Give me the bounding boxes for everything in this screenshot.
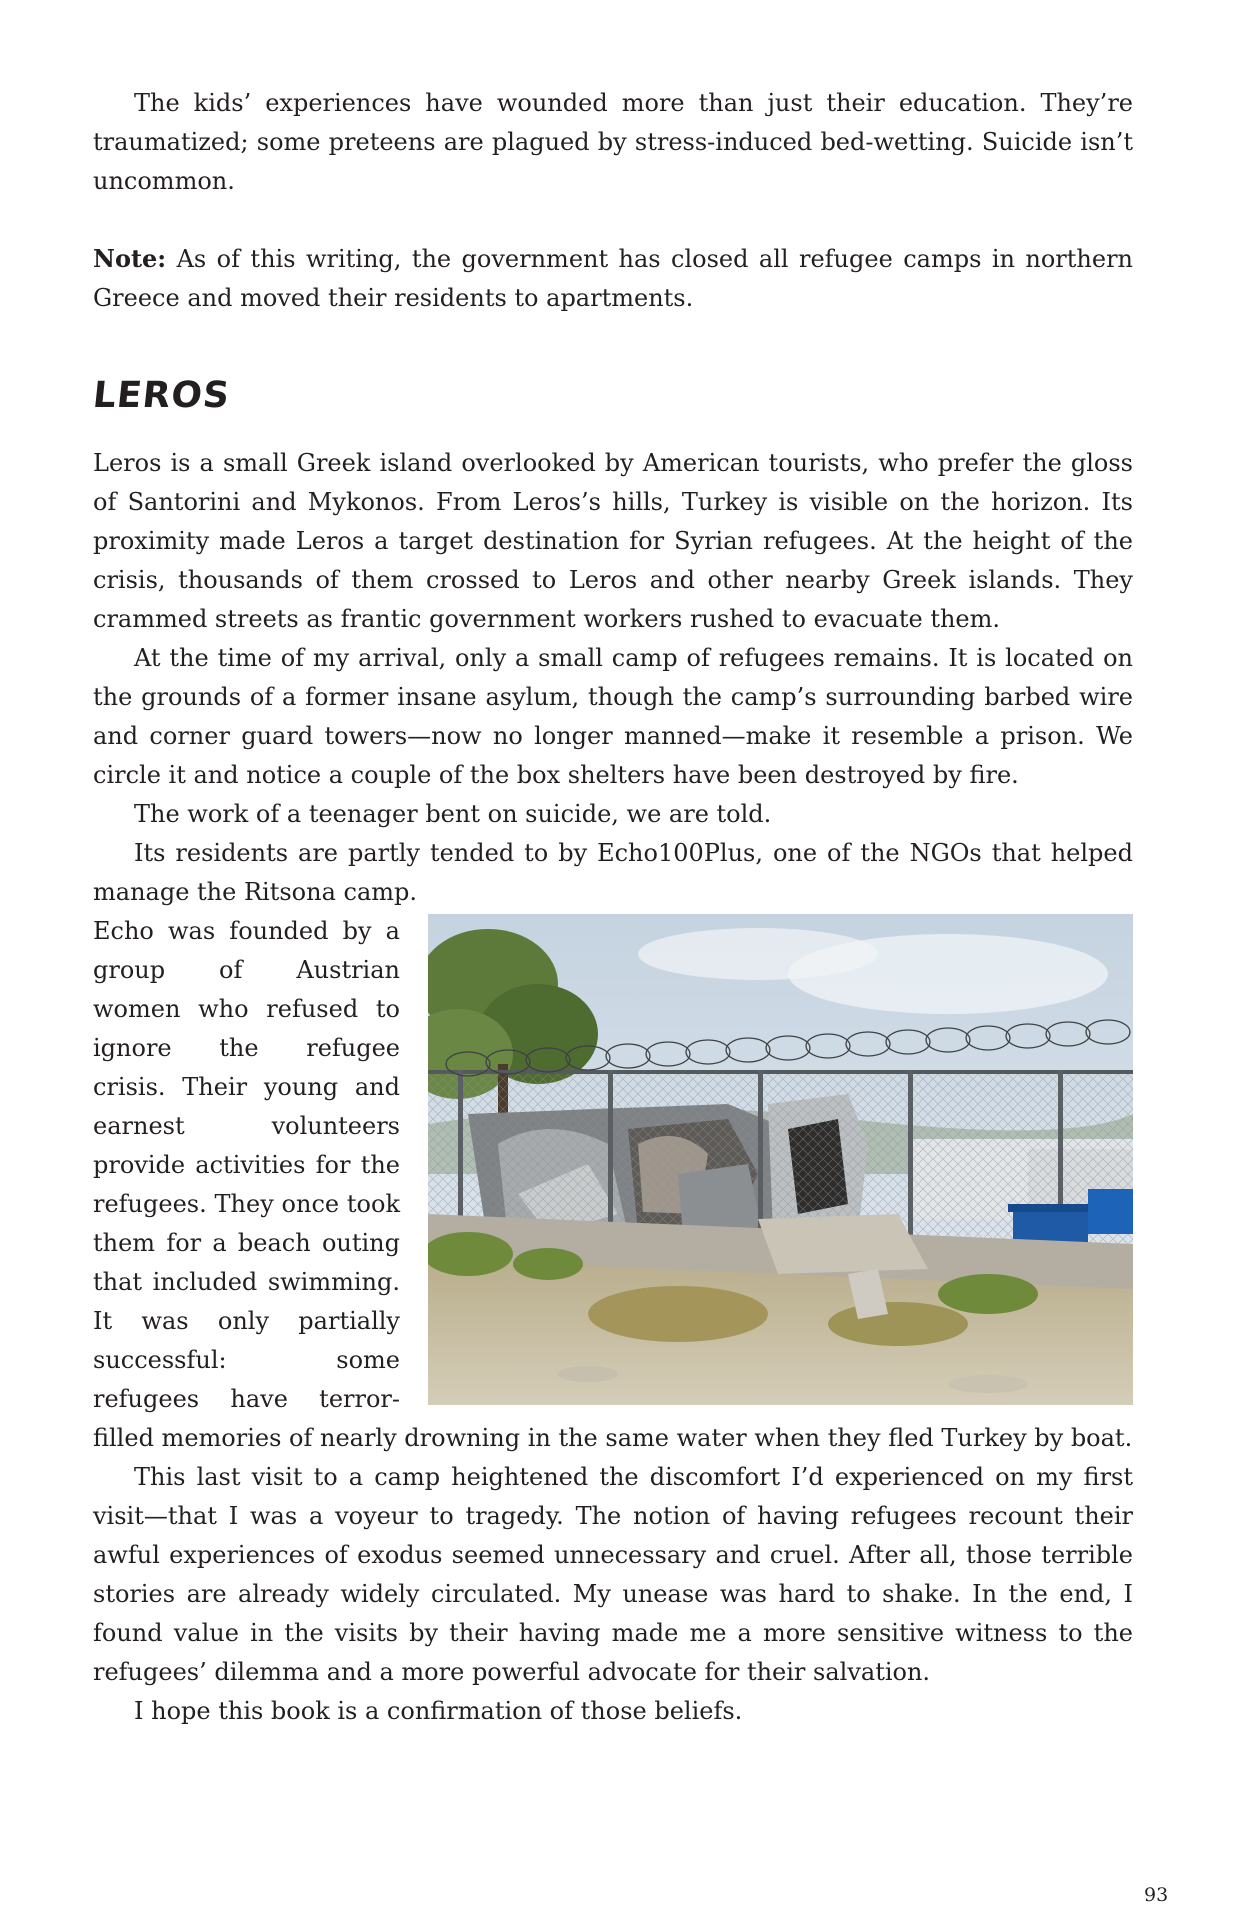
leros-paragraph-2: At the time of my arrival, only a small camp of refugees remains. It is located on the grounds of a former insane asylum, though the camp’s surrounding barbed wire and corner guard towers—now no longer manned—make it resemble a prison. We circle it and notice a couple of the box shelters have been destroyed by fire.	[93, 644, 1133, 789]
note-text: As of this writing, the government has closed all refugee camps in northern Greece and moved their residents to apartments.	[93, 245, 1133, 312]
section-heading: LEROS	[90, 375, 233, 416]
camp-photo	[428, 914, 1133, 1405]
page-content	[90, 84, 1133, 1731]
note-paragraph	[93, 239, 1133, 318]
leros-paragraph-5: This last visit to a camp heightened the discomfort I’d experienced on my first visit—that I was a voyeur to tragedy. The notion of having refugees recount their awful experiences of exodus seemed unnecessary and cruel. After all, those terrible stories are already widely circulated. My unease was hard to shake. In the end, I found value in the visits by their having made me a more sensitive witness to the refugees’ dilemma and a more powerful advocate for their salvation.	[93, 1463, 1133, 1686]
leros-paragraph-3: The work of a teenager bent on suicide, we are told.	[134, 800, 772, 828]
intro-paragraph: The kids’ experiences have wounded more than just their education. They’re traumatized; some preteens are plagued by stress-induced bed-wetting. Suicide isn’t uncommon.	[93, 89, 1133, 195]
leros-paragraph-4-wrap: Echo was founded by a group of Austrian women who refused to ignore the refugee crisis. Their young and earnest volunteers provide activities for the refugees. They once took them for a beach outing that included swimming. It was only partially successful: some refugees have terror-filled memories of nearly drowning in the same water when they fled Turkey by boat.	[93, 917, 1133, 1452]
leros-paragraph-4-lead: Its residents are partly tended to by Echo100Plus, one of the NGOs that helped manage the Ritsona camp.	[93, 839, 1133, 906]
leros-paragraph-1: Leros is a small Greek island overlooked by American tourists, who prefer the gloss of Santorini and Mykonos. From Leros’s hills, Turkey is visible on the horizon. Its proximity made Leros a target destination for Syrian refugees. At the height of the crisis, thousands of them crossed to Leros and other nearby Greek islands. They crammed streets as frantic government workers rushed to evacuate them.	[93, 449, 1133, 633]
leros-paragraph-4	[93, 834, 1133, 912]
note-label: Note:	[93, 244, 167, 273]
page-number: 93	[1144, 1884, 1169, 1906]
leros-paragraph-6: I hope this book is a confirmation of those beliefs.	[134, 1697, 743, 1725]
